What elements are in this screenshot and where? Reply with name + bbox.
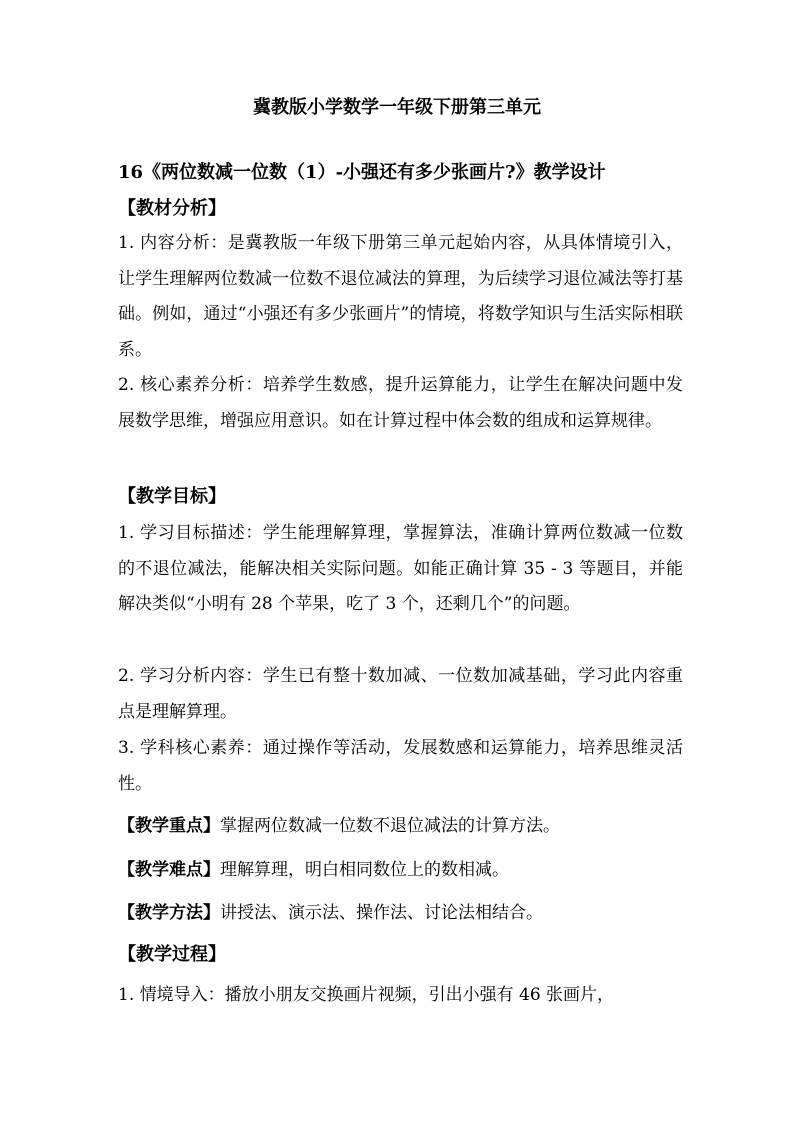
materials-analysis-heading: 【教材分析】 [118,198,226,219]
key-point-text: 掌握两位数减一位数不退位减法的计算方法。 [220,816,560,836]
difficulty-line [118,857,509,883]
subject-literacy-paragraph: 3. 学科核心素养：通过操作等活动，发展数感和运算能力，培养思维灵活性。 [118,738,683,794]
situation-intro-paragraph: 1. 情境导入：播放小朋友交换画片视频，引出小强有 46 张画片， [118,985,615,1005]
key-point-line [118,813,560,839]
content-analysis-paragraph: 1. 内容分析：是冀教版一年级下册第三单元起始内容，从具体情境引入，让学生理解两位数减一位数不退位减法的算理，为后续学习退位减法等打基础。例如，通过“小强还有多少张画片”的情境，将数学知识与生活实际相联系。 [118,233,683,360]
teaching-process-heading: 【教学过程】 [118,944,226,965]
difficulty-text: 理解算理，明白相同数位上的数相减。 [220,860,509,880]
lesson-title: 16《两位数减一位数（1）-小强还有多少张画片?》教学设计 [118,162,606,183]
methods-line [118,900,543,926]
document-title: 冀教版小学数学一年级下册第三单元 [253,97,541,118]
core-literacy-analysis-paragraph: 2. 核心素养分析：培养学生数感，提升运算能力，让学生在解决问题中发展数学思维，增强应用意识。如在计算过程中体会数的组成和运算规律。 [118,375,683,431]
difficulty-heading: 【教学难点】 [118,860,220,880]
learning-goal-paragraph: 1. 学习目标描述：学生能理解算理，掌握算法，准确计算两位数减一位数的不退位减法，能解决相关实际问题。如能正确计算 35 - 3 等题目，并能解决类似“小明有 28 个苹果，吃了 3 个，还剩几个”的问题。 [118,523,683,614]
learning-analysis-paragraph: 2. 学习分析内容：学生已有整十数加减、一位数加减基础，学习此内容重点是理解算理。 [118,666,683,722]
methods-heading: 【教学方法】 [118,903,220,923]
methods-text: 讲授法、演示法、操作法、讨论法相结合。 [220,903,543,923]
key-point-heading: 【教学重点】 [118,816,220,836]
teaching-goals-heading: 【教学目标】 [118,486,226,507]
